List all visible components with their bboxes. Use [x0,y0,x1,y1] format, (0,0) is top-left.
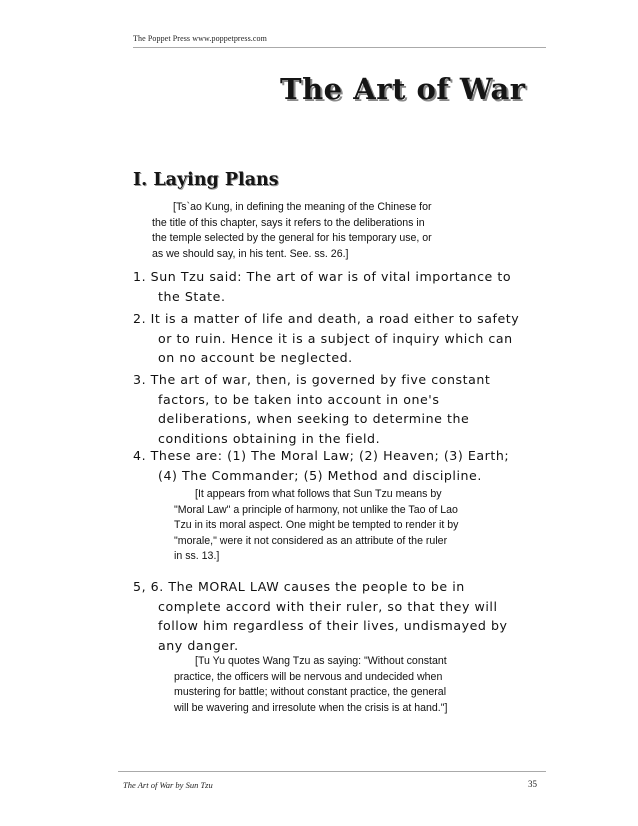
paragraph-line: complete accord with their ruler, so that they will [158,598,498,614]
paragraph-line: 4. These are: (1) The Moral Law; (2) Heaven; (3) Earth; [133,448,510,463]
commentary-line: in ss. 13.] [174,550,220,563]
paragraph-1 [133,267,511,306]
paragraph-line: the State. [158,288,226,304]
commentary-line: the title of this chapter, says it refers to the deliberations in [152,216,425,229]
commentary-line: will be wavering and irresolute when the crisis is at hand."] [174,701,448,714]
paragraph-line: 1. Sun Tzu said: The art of war is of vital importance to [133,269,512,284]
paragraph-line: factors, to be taken into account in one's [158,391,440,407]
paragraph-line: 2. It is a matter of life and death, a road either to safety [133,311,520,326]
running-header: The Poppet Press www.poppetpress.com [133,34,267,43]
paragraph-3 [133,370,490,448]
commentary-line: "morale," were it not considered as an attribute of the ruler [174,534,448,547]
commentary-line: "Moral Law" a principle of harmony, not unlike the Tao of Lao [174,503,458,516]
paragraph-line: (4) The Commander; (5) Method and discipline. [158,467,482,483]
commentary-line: [Ts`ao Kung, in defining the meaning of the Chinese for [173,201,432,213]
commentary-line: mustering for battle; without constant practice, the general [174,686,447,699]
paragraph-line: 3. The art of war, then, is governed by five constant [133,372,491,387]
section-heading: I. Laying Plans [133,170,279,190]
commentary-line: practice, the officers will be nervous and undecided when [174,670,443,683]
paragraph-4 [133,446,509,485]
paragraph-2 [133,309,519,368]
commentary-block-2 [174,487,458,565]
page-number: 35 [528,779,537,789]
paragraph-line: 5, 6. The MORAL LAW causes the people to be in [133,579,465,594]
commentary-line: as we should say, in his tent. See. ss. 26.] [152,247,349,260]
running-footer: The Art of War by Sun Tzu [123,780,213,790]
commentary-block-3 [174,654,447,716]
commentary-line: [Tu Yu quotes Wang Tzu as saying: "Without constant [195,655,447,667]
paragraph-line: or to ruin. Hence it is a subject of inquiry which can [158,330,513,346]
paragraph-line: any danger. [158,637,239,653]
paragraph-line: conditions obtaining in the field. [158,430,381,446]
commentary-line: the temple selected by the general for his temporary use, or [152,232,432,245]
commentary-line: Tzu in its moral aspect. One might be tempted to render it by [174,519,459,532]
paragraph-line: on no account be neglected. [158,350,353,365]
document-title: The Art of War [280,72,526,106]
paragraph-5 [133,577,508,655]
commentary-line: [It appears from what follows that Sun Tzu means by [195,488,442,500]
paragraph-line: follow him regardless of their lives, undismayed by [158,618,508,633]
commentary-block-1 [152,200,432,262]
footer-rule [118,771,546,772]
header-rule [133,47,546,48]
paragraph-line: deliberations, when seeking to determine the [158,411,470,426]
